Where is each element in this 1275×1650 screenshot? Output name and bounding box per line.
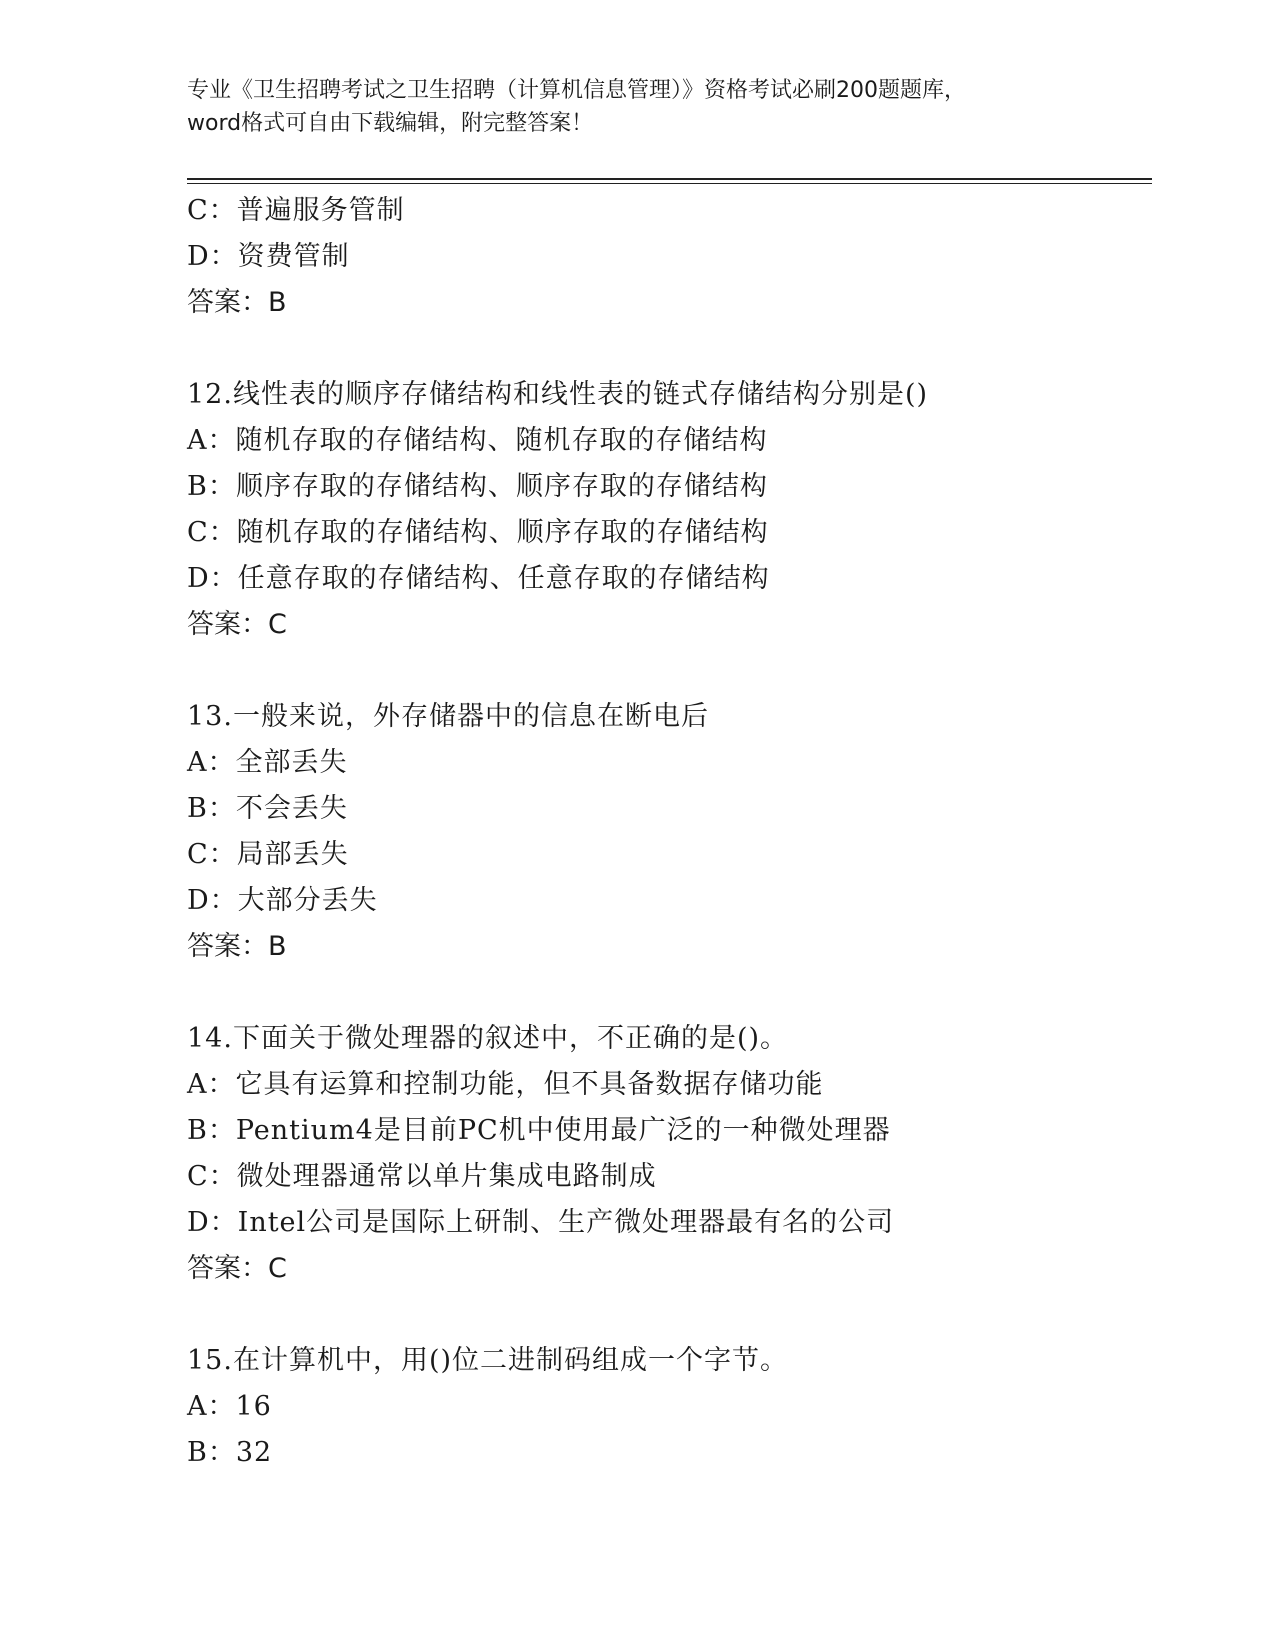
question-stem: 15.在计算机中，用()位二进制码组成一个字节。 [187,1345,789,1376]
option-c: C：微处理器通常以单片集成电路制成 [187,1161,657,1192]
spacer [187,970,1152,1016]
option-c: C：普遍服务管制 [187,195,405,226]
answer-line: 答案：C [187,1253,287,1284]
header-line-1: 专业《卫生招聘考试之卫生招聘（计算机信息管理）》资格考试必刷200题题库， [187,78,966,103]
option-b: B：顺序存取的存储结构、顺序存取的存储结构 [187,471,768,502]
answer-line: 答案：B [187,287,287,318]
document-header [187,74,1087,140]
option-a: A：它具有运算和控制功能，但不具备数据存储功能 [187,1069,824,1100]
answer-line: 答案：B [187,931,287,962]
question-15 [187,1338,1152,1476]
option-d: D：大部分丢失 [187,885,378,916]
question-14 [187,1016,1152,1292]
option-c: C：局部丢失 [187,839,349,870]
option-d: D：Intel公司是国际上研制、生产微处理器最有名的公司 [187,1207,895,1238]
document-body [187,188,1152,1476]
header-divider-thick [187,178,1152,180]
question-stem: 13.一般来说，外存储器中的信息在断电后 [187,701,709,732]
question-stem: 12.线性表的顺序存储结构和线性表的链式存储结构分别是() [187,379,929,410]
spacer [187,326,1152,372]
header-divider-thin [187,183,1152,184]
question-13 [187,694,1152,970]
question-12 [187,372,1152,648]
option-c: C：随机存取的存储结构、顺序存取的存储结构 [187,517,769,548]
option-d: D：任意存取的存储结构、任意存取的存储结构 [187,563,770,594]
header-line-2: word格式可自由下载编辑，附完整答案！ [187,111,594,136]
spacer [187,1292,1152,1338]
spacer [187,648,1152,694]
question-11-tail [187,188,1152,326]
option-a: A：全部丢失 [187,747,348,778]
answer-line: 答案：C [187,609,287,640]
option-b: B：32 [187,1437,273,1468]
question-stem: 14.下面关于微处理器的叙述中，不正确的是()。 [187,1023,789,1054]
option-b: B：Pentium4是目前PC机中使用最广泛的一种微处理器 [187,1115,891,1146]
option-a: A：随机存取的存储结构、随机存取的存储结构 [187,425,768,456]
option-a: A：16 [187,1391,272,1422]
option-d: D：资费管制 [187,241,350,272]
option-b: B：不会丢失 [187,793,348,824]
